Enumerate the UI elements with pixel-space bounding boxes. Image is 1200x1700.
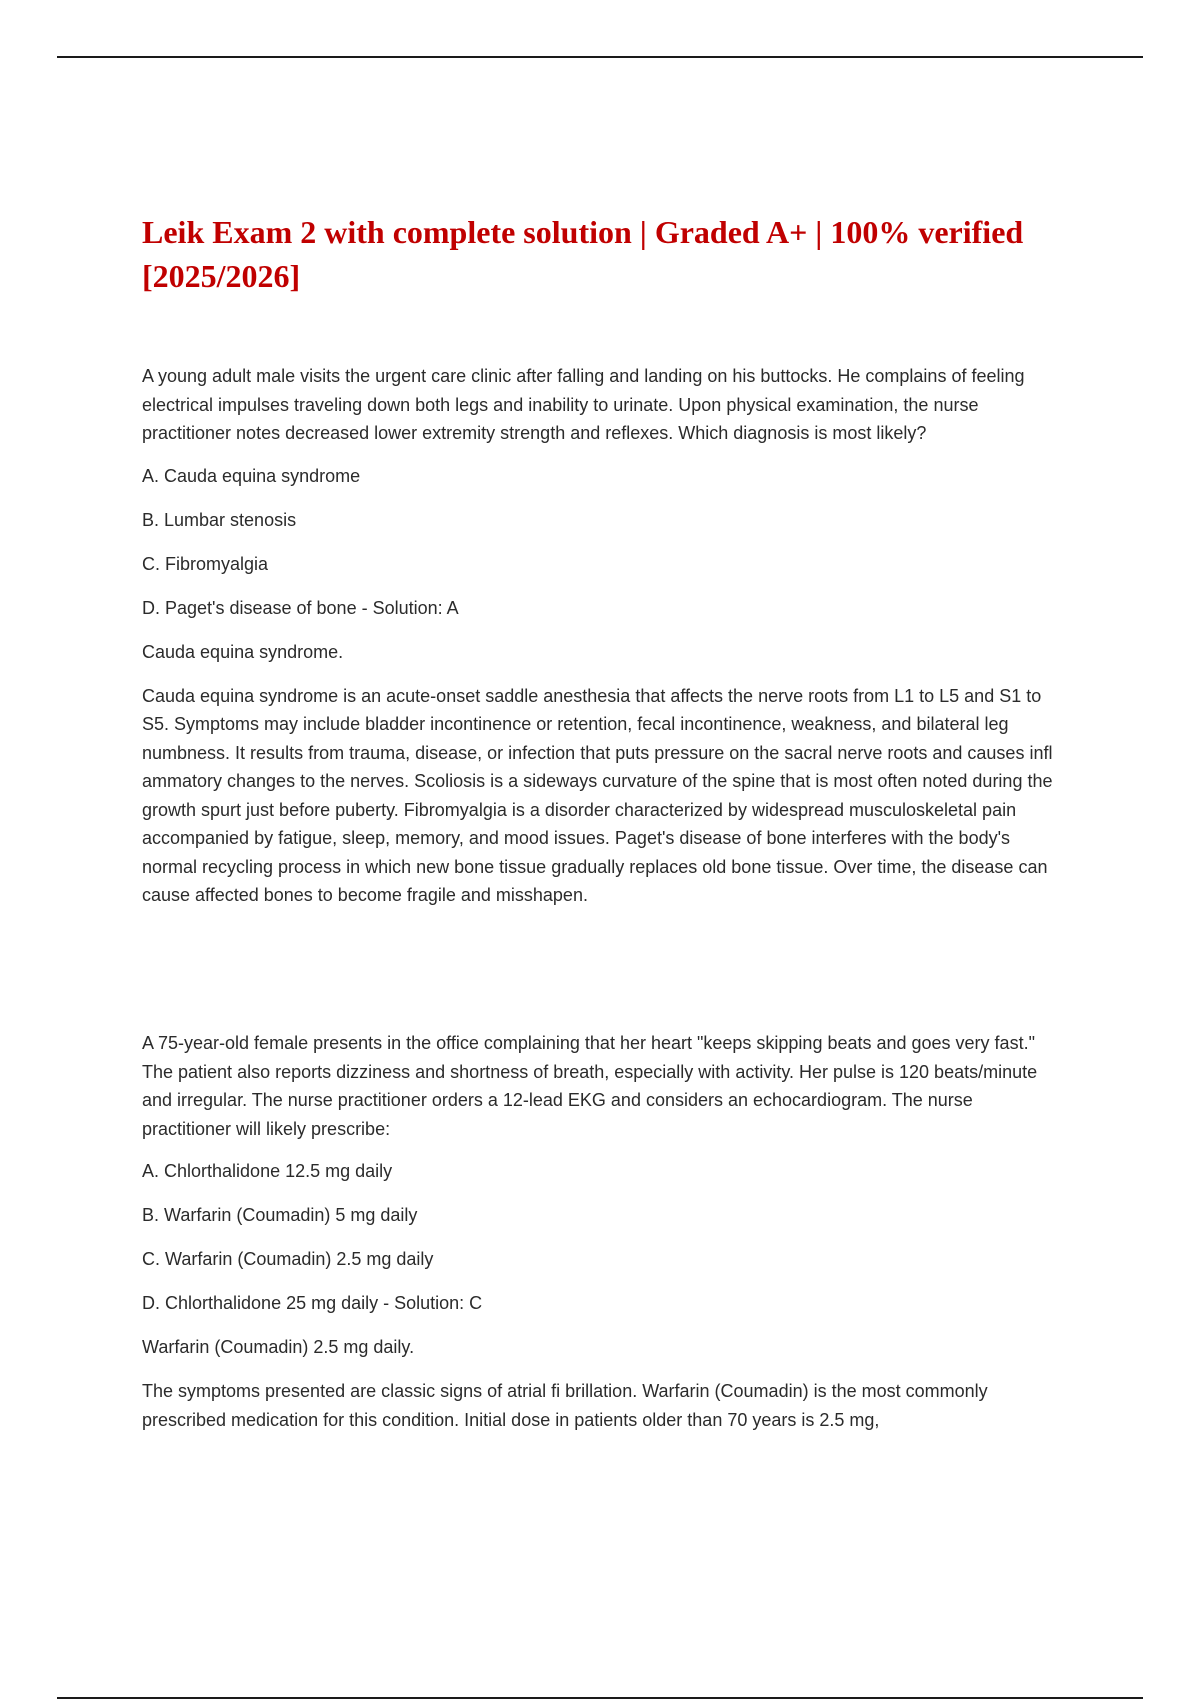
top-rule	[57, 56, 1143, 58]
answer-option: B. Warfarin (Coumadin) 5 mg daily	[142, 1205, 418, 1225]
answer-option: A. Cauda equina syndrome	[142, 465, 361, 486]
question-block	[142, 1029, 1062, 1434]
answer-option: C. Fibromyalgia	[142, 553, 269, 574]
correct-answer: Warfarin (Coumadin) 2.5 mg daily.	[142, 1337, 415, 1357]
answer-option: C. Warfarin (Coumadin) 2.5 mg daily	[142, 1249, 434, 1269]
document-title: Leik Exam 2 with complete solution | Graded A+ | 100% verified [2025/2026]	[142, 214, 1024, 294]
bottom-rule	[57, 1697, 1143, 1699]
rationale: Cauda equina syndrome is an acute-onset saddle anesthesia that affects the nerve roots from L1 to L5 and S1 to S5. Symptoms may include bladder incontinence or retention, fecal incontinence, weakness, and bilateral leg numbness. It results from trauma, disease, or infection that puts pressure on the sacral nerve roots and causes infl ammatory changes to the nerves. Scoliosis is a sideways curvature of the spine that is most often noted during the growth spurt just before puberty. Fibromyalgia is a disorder characterized by widespread musculoskeletal pain accompanied by fatigue, sleep, memory, and mood issues. Paget's disease of bone interferes with the body's normal recycling process in which new bone tissue gradually replaces old bone tissue. Over time, the disease can cause affected bones to become fragile and misshapen.	[142, 685, 1053, 905]
question-stem: A 75-year-old female presents in the office complaining that her heart "keeps skipping beats and goes very fast." The patient also reports dizziness and shortness of breath, especially with activity. Her pulse is 120 beats/minute and irregular. The nurse practitioner orders a 12-lead EKG and considers an echocardiogram. The nurse practitioner will likely prescribe:	[142, 1033, 1038, 1139]
answer-option: A. Chlorthalidone 12.5 mg daily	[142, 1161, 393, 1181]
answer-option: D. Chlorthalidone 25 mg daily - Solution: C	[142, 1293, 483, 1313]
question-block	[142, 362, 1062, 910]
answer-option: D. Paget's disease of bone - Solution: A	[142, 597, 459, 618]
rationale: The symptoms presented are classic signs of atrial fi brillation. Warfarin (Coumadin) is the most commonly prescribed medication for this condition. Initial dose in patients older than 70 years is 2.5 mg,	[142, 1381, 988, 1430]
question-stem: A young adult male visits the urgent care clinic after falling and landing on his buttocks. He complains of feeling electrical impulses traveling down both legs and inability to urinate. Upon physical examination, the nurse practitioner notes decreased lower extremity strength and reflexes. Which diagnosis is most likely?	[142, 366, 1025, 443]
correct-answer: Cauda equina syndrome.	[142, 641, 344, 662]
answer-option: B. Lumbar stenosis	[142, 509, 297, 530]
